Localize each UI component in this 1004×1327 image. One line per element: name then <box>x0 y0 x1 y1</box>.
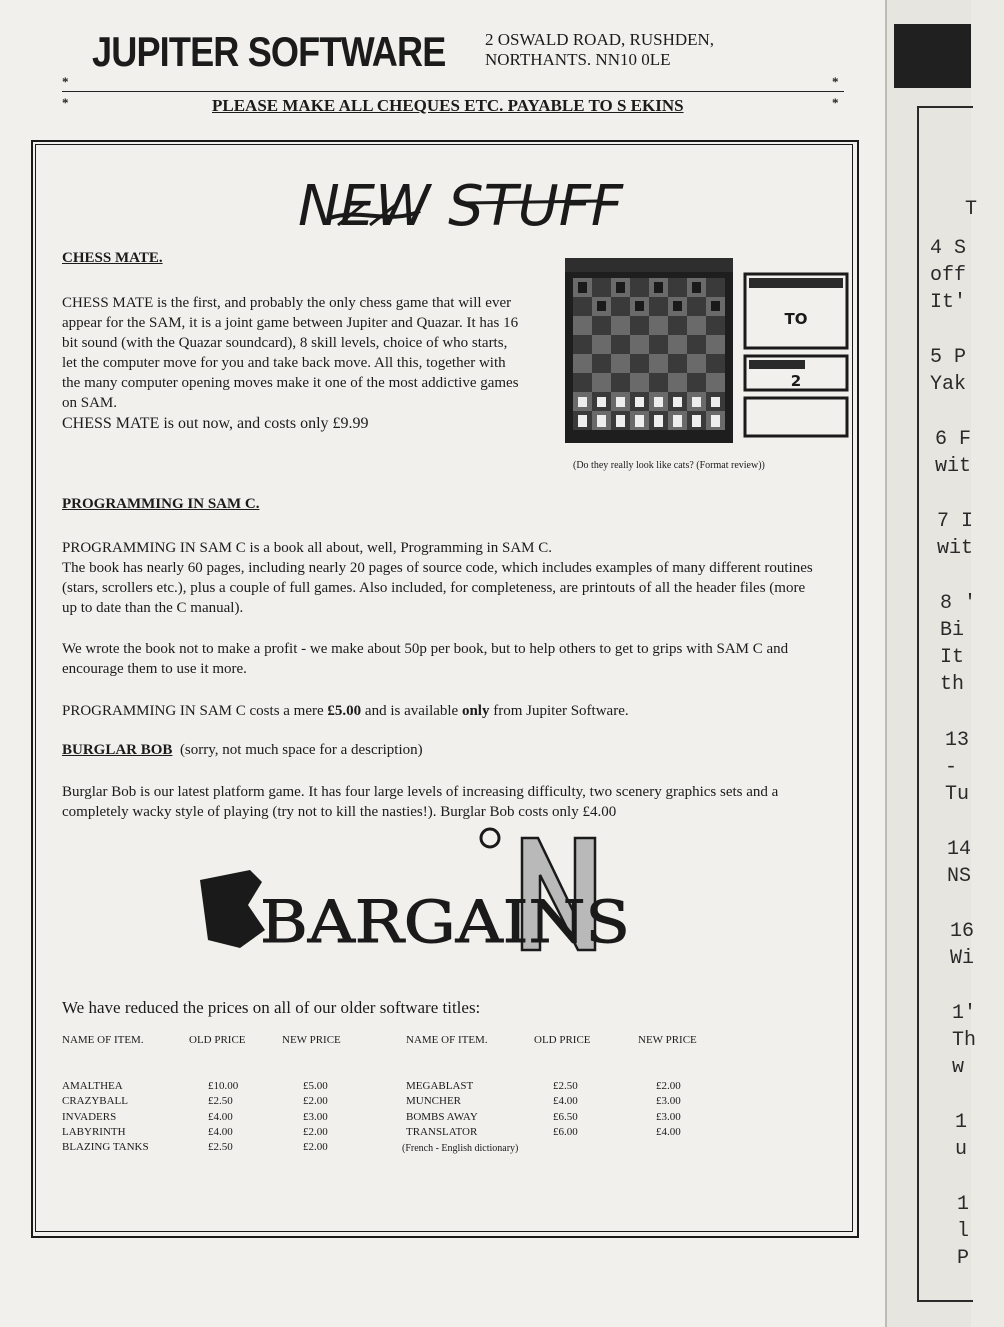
facing-page-line: off <box>930 264 967 287</box>
star-bullet: * <box>832 95 839 110</box>
facing-page-line: wit <box>935 455 972 478</box>
price-table-right-old <box>553 1079 578 1140</box>
burglar-bob-aside: (sorry, not much space for a description) <box>179 742 423 758</box>
facing-page-line: 7 I <box>937 510 974 533</box>
facing-page-line: 14 <box>947 838 972 861</box>
facing-page-line: P <box>957 1247 970 1270</box>
old-price: £2.50 <box>553 1080 578 1092</box>
new-price: £3.00 <box>656 1095 681 1108</box>
facing-page-line: 1 <box>957 1193 970 1216</box>
new-price: £2.00 <box>656 1080 681 1092</box>
new-price: £2.00 <box>303 1141 328 1154</box>
facing-page-line: 6 F <box>935 428 972 451</box>
price-only: only <box>461 703 490 719</box>
old-price: £6.00 <box>553 1125 578 1138</box>
price-text: PROGRAMMING IN SAM C costs a mere <box>62 703 328 719</box>
facing-page-line: 4 S <box>930 237 967 260</box>
burglar-bob-heading: BURGLAR BOB <box>62 742 173 758</box>
programming-description: The book has nearly 60 pages, including nearly 20 pages of source code, which includes examples of many different routines (stars, scrollers etc.), plus a couple of full games. Also included, for completeness, are printouts of all the header files (more up to date than the C manual). <box>62 560 813 616</box>
price-table-left-names <box>62 1079 149 1155</box>
col-header-new-price: NEW PRICE <box>282 1034 341 1046</box>
old-price: £2.50 <box>208 1141 233 1154</box>
new-stuff-headline <box>290 163 630 248</box>
new-price: £4.00 <box>656 1125 681 1138</box>
new-price: £3.00 <box>656 1110 681 1123</box>
address-line-1: 2 OSWALD ROAD, RUSHDEN, <box>485 30 715 49</box>
star-bullet: * <box>832 74 839 89</box>
facing-page-line: w <box>952 1056 965 1079</box>
chessboard <box>573 278 725 430</box>
facing-page-line: Yak <box>930 373 967 396</box>
col-header-old-price: OLD PRICE <box>189 1034 246 1046</box>
item-name: LABYRINTH <box>62 1125 126 1138</box>
price-text: from Jupiter Software. <box>489 703 629 719</box>
price-table-left-old <box>208 1079 238 1155</box>
facing-page-line: - <box>945 756 958 779</box>
bargains-intro: We have reduced the prices on all of our older software titles: <box>62 998 481 1017</box>
chess-mate-caption: (Do they really look like cats? (Format review)) <box>573 460 765 471</box>
address-line-2: NORTHANTS. NN10 0LE <box>485 50 671 69</box>
old-price: £6.50 <box>553 1110 578 1123</box>
item-name: AMALTHEA <box>62 1080 123 1092</box>
facing-page-line: T <box>965 198 978 221</box>
bargains-letter-b <box>200 870 265 948</box>
new-stuff-text: NEW STUFF <box>298 174 624 239</box>
level-panel-value: 2 <box>790 372 802 390</box>
scribble-underline <box>465 201 600 203</box>
new-price: £2.00 <box>303 1125 328 1138</box>
item-name: INVADERS <box>62 1110 117 1123</box>
item-name: TRANSLATOR <box>406 1125 478 1138</box>
facing-page-line: wit <box>937 537 974 560</box>
facing-page-line: NS <box>947 865 972 888</box>
chess-mate-heading: CHESS MATE. <box>62 250 163 266</box>
company-name: JUPITER SOFTWARE <box>92 28 446 75</box>
star-bullet: * <box>62 74 69 89</box>
facing-page-line: th <box>940 673 965 696</box>
programming-intro: PROGRAMMING IN SAM C is a book all about, well, Programming in SAM C. <box>62 540 553 556</box>
price-table-left-new <box>303 1079 328 1155</box>
facing-page-line: 5 P <box>930 346 967 369</box>
star-bullet: * <box>62 95 69 110</box>
facing-page-line: l <box>957 1220 970 1243</box>
burglar-bob-heading-line <box>62 740 842 760</box>
facing-page-line: 8 ' <box>940 592 977 615</box>
price-table-right-names <box>406 1079 478 1140</box>
price-amount: £5.00 <box>327 703 362 719</box>
new-price: £5.00 <box>303 1080 328 1092</box>
programming-motivation: We wrote the book not to make a profit - we make about 50p per book, but to help others to get to grips with SAM C and encourage them to use it more. <box>62 641 789 677</box>
programming-heading: PROGRAMMING IN SAM C. <box>62 496 260 512</box>
facing-page-line: 13 <box>945 729 970 752</box>
chess-mate-description: CHESS MATE is the first, and probably the only chess game that will ever appear for the SAM, it is a joint game between Jupiter and Quazar. It has 16 bit sound (with the Quazar soundcard), 8 skill levels, choice of who starts, let the computer move for you and take back move. All this, together with the many computer opening moves make it one of the most addictive games on SAM. <box>62 295 519 411</box>
status-panel <box>745 398 847 436</box>
col-header-old-price: OLD PRICE <box>534 1034 591 1046</box>
col-header-name: NAME OF ITEM. <box>406 1034 488 1046</box>
col-header-new-price: NEW PRICE <box>638 1034 697 1046</box>
new-price: £3.00 <box>303 1110 328 1123</box>
facing-page-dark-band <box>894 24 971 88</box>
facing-page-line: 1 <box>955 1111 968 1134</box>
old-price: £4.00 <box>208 1110 233 1123</box>
facing-page-line: 1' <box>952 1002 977 1025</box>
facing-page-line: It <box>940 646 965 669</box>
facing-page-line: 16 <box>950 920 975 943</box>
bargains-logo <box>200 820 640 960</box>
old-price: £4.00 <box>208 1125 233 1138</box>
facing-page-line: u <box>955 1138 968 1161</box>
bargains-text: BARGAINS <box>260 888 630 956</box>
old-price: £2.50 <box>208 1095 233 1108</box>
item-name: BLAZING TANKS <box>62 1141 149 1154</box>
facing-page-line: Wi <box>950 947 975 970</box>
item-name: MEGABLAST <box>406 1080 474 1092</box>
cheques-notice: PLEASE MAKE ALL CHEQUES ETC. PAYABLE TO S EKINS <box>212 96 684 115</box>
chess-mate-screenshot <box>565 258 850 443</box>
move-panel-text: TO <box>784 310 808 328</box>
facing-page-line: It' <box>930 291 967 314</box>
item-name: MUNCHER <box>406 1095 462 1108</box>
old-price: £10.00 <box>208 1080 239 1092</box>
new-price: £2.00 <box>303 1095 328 1108</box>
bargains-i-dot <box>481 829 499 847</box>
company-address <box>485 30 714 70</box>
item-name: CRAZYBALL <box>62 1095 128 1108</box>
price-table-right-new <box>656 1079 681 1140</box>
item-name: BOMBS AWAY <box>406 1110 478 1123</box>
facing-page-line: Tu <box>945 783 970 806</box>
header-rule <box>62 91 844 92</box>
price-text: and is available <box>361 703 462 719</box>
programming-price <box>62 701 842 721</box>
chess-mate-price-line: CHESS MATE is out now, and costs only £9.99 <box>62 415 369 432</box>
old-price: £4.00 <box>553 1095 578 1108</box>
facing-page-line: Th <box>952 1029 977 1052</box>
burglar-bob-description: Burglar Bob is our latest platform game. It has four large levels of increasing difficulty, two scenery graphics sets and a completely wacky style of playing (try not to kill the nasties!). Burglar Bob costs only £4.00 <box>62 784 779 820</box>
translator-note: (French - English dictionary) <box>402 1143 519 1154</box>
facing-page-line: Bi <box>940 619 965 642</box>
col-header-name: NAME OF ITEM. <box>62 1034 144 1046</box>
